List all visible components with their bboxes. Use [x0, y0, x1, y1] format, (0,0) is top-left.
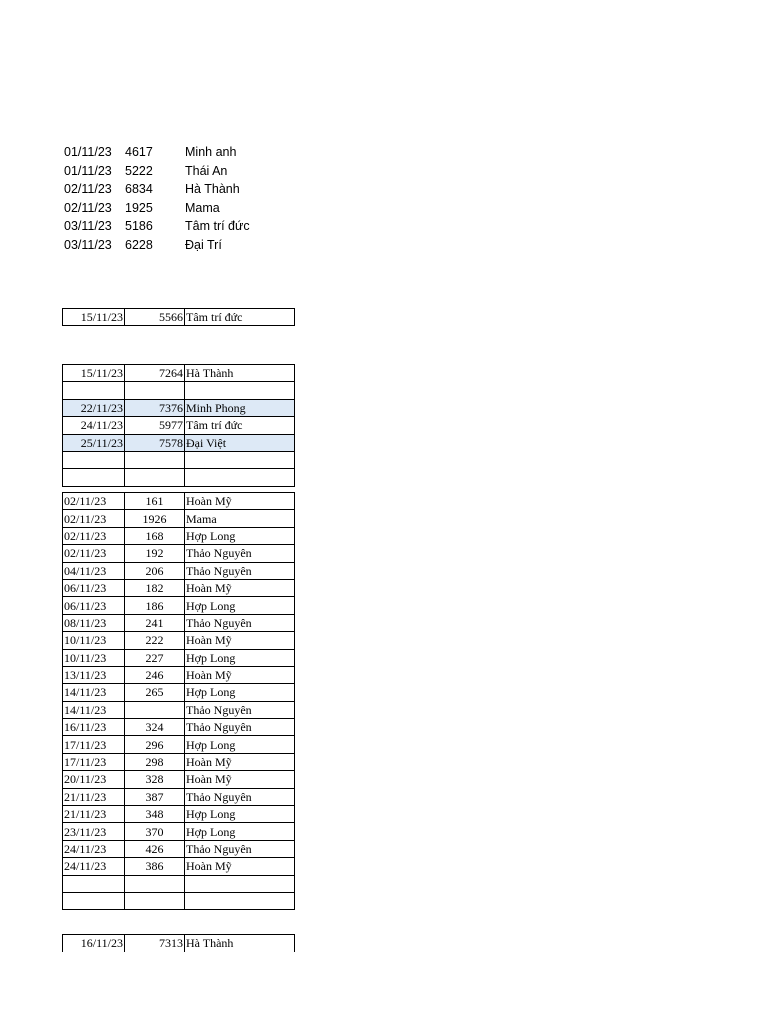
entry-table-3	[62, 492, 295, 910]
entry-number: 5222	[125, 163, 153, 178]
date-cell: 02/11/23	[63, 527, 125, 544]
name-cell	[185, 469, 295, 486]
entry-date: 03/11/23	[64, 237, 112, 252]
date-cell	[63, 451, 125, 468]
date-cell: 25/11/23	[63, 434, 125, 451]
entry-number: 6834	[125, 182, 153, 196]
table-row	[63, 935, 295, 952]
name-cell: Hoàn Mỹ	[185, 632, 295, 649]
date-cell: 15/11/23	[63, 309, 125, 326]
date-cell: 10/11/23	[63, 649, 125, 666]
table-row	[63, 365, 295, 382]
date-cell: 13/11/23	[63, 666, 125, 683]
date-cell: 04/11/23	[63, 562, 125, 579]
entry-number: 1925	[125, 200, 153, 215]
date-cell: 24/11/23	[63, 840, 125, 857]
number-cell	[125, 892, 185, 909]
table-row	[63, 736, 295, 753]
date-cell: 21/11/23	[63, 788, 125, 805]
name-cell: Hoàn Mỹ	[185, 771, 295, 788]
number-cell: 348	[125, 806, 185, 823]
date-cell	[63, 382, 125, 399]
date-cell: 14/11/23	[63, 701, 125, 718]
name-cell: Hoàn Mỹ	[185, 493, 295, 510]
name-cell: Hợp Long	[185, 649, 295, 666]
table-row	[63, 562, 295, 579]
number-cell: 324	[125, 719, 185, 736]
table-row	[63, 382, 295, 399]
number-cell: 192	[125, 545, 185, 562]
date-cell: 02/11/23	[63, 545, 125, 562]
name-cell: Hoàn Mỹ	[185, 579, 295, 596]
table-row	[63, 684, 295, 701]
entry-number: 4617	[125, 145, 153, 159]
entry-date: 02/11/23	[64, 182, 112, 196]
entry-date: 02/11/23	[64, 200, 112, 215]
number-cell: 222	[125, 632, 185, 649]
table-row	[63, 399, 295, 416]
number-cell: 7313	[125, 935, 185, 952]
list-item	[64, 162, 250, 181]
number-cell: 1926	[125, 510, 185, 527]
list-item	[64, 217, 250, 236]
number-cell: 246	[125, 666, 185, 683]
table-row	[63, 701, 295, 718]
date-cell: 17/11/23	[63, 753, 125, 770]
table-row	[63, 858, 295, 875]
entry-table-1	[62, 308, 295, 326]
name-cell: Thảo Nguyên	[185, 562, 295, 579]
date-cell: 21/11/23	[63, 806, 125, 823]
date-cell: 02/11/23	[63, 510, 125, 527]
table-row	[63, 510, 295, 527]
name-cell: Thảo Nguyên	[185, 701, 295, 718]
date-cell: 24/11/23	[63, 417, 125, 434]
table-row	[63, 666, 295, 683]
number-cell	[125, 469, 185, 486]
number-cell	[125, 701, 185, 718]
table-row	[63, 469, 295, 486]
table-row	[63, 719, 295, 736]
name-cell: Minh Phong	[185, 399, 295, 416]
name-cell: Hợp Long	[185, 684, 295, 701]
number-cell: 7376	[125, 399, 185, 416]
entry-number: 6228	[125, 237, 153, 252]
name-cell: Đại Việt	[185, 434, 295, 451]
table-row	[63, 771, 295, 788]
entry-name: Minh anh	[185, 145, 237, 159]
name-cell: Hợp Long	[185, 736, 295, 753]
entry-date: 03/11/23	[64, 219, 112, 233]
number-cell: 7578	[125, 434, 185, 451]
number-cell	[125, 451, 185, 468]
number-cell: 5977	[125, 417, 185, 434]
name-cell	[185, 451, 295, 468]
date-cell: 02/11/23	[63, 493, 125, 510]
date-cell: 06/11/23	[63, 579, 125, 596]
date-cell: 16/11/23	[63, 935, 125, 952]
name-cell	[185, 382, 295, 399]
name-cell: Hoàn Mỹ	[185, 858, 295, 875]
table-row	[63, 545, 295, 562]
table-row	[63, 753, 295, 770]
name-cell: Tâm trí đức	[185, 417, 295, 434]
date-cell: 17/11/23	[63, 736, 125, 753]
table-row	[63, 875, 295, 892]
number-cell: 370	[125, 823, 185, 840]
entry-name: Tâm trí đức	[185, 219, 250, 233]
name-cell: Thảo Nguyên	[185, 719, 295, 736]
name-cell: Thảo Nguyên	[185, 545, 295, 562]
number-cell: 426	[125, 840, 185, 857]
number-cell	[125, 875, 185, 892]
number-cell: 386	[125, 858, 185, 875]
name-cell	[185, 875, 295, 892]
number-cell: 161	[125, 493, 185, 510]
plain-entry-list	[64, 143, 250, 254]
number-cell: 298	[125, 753, 185, 770]
name-cell: Thảo Nguyên	[185, 840, 295, 857]
entry-date: 01/11/23	[64, 145, 112, 159]
table-row	[63, 632, 295, 649]
table-row	[63, 788, 295, 805]
table-row	[63, 309, 295, 326]
table-row	[63, 579, 295, 596]
name-cell	[185, 892, 295, 909]
entry-name: Đại Trí	[185, 237, 222, 252]
table-row	[63, 493, 295, 510]
date-cell	[63, 892, 125, 909]
table-row	[63, 806, 295, 823]
list-item	[64, 236, 250, 255]
entry-name: Mama	[185, 200, 220, 215]
name-cell: Mama	[185, 510, 295, 527]
table-row	[63, 417, 295, 434]
date-cell: 23/11/23	[63, 823, 125, 840]
table-row	[63, 823, 295, 840]
table-row	[63, 597, 295, 614]
entry-name: Thái An	[185, 163, 228, 178]
entry-date: 01/11/23	[64, 163, 112, 178]
number-cell: 7264	[125, 365, 185, 382]
entry-name: Hà Thành	[185, 182, 240, 196]
table-row	[63, 434, 295, 451]
date-cell	[63, 469, 125, 486]
list-item	[64, 180, 250, 199]
table-row	[63, 649, 295, 666]
date-cell	[63, 875, 125, 892]
date-cell: 10/11/23	[63, 632, 125, 649]
name-cell: Hợp Long	[185, 527, 295, 544]
list-item	[64, 143, 250, 162]
name-cell: Hợp Long	[185, 597, 295, 614]
name-cell: Hợp Long	[185, 806, 295, 823]
date-cell: 14/11/23	[63, 684, 125, 701]
number-cell: 182	[125, 579, 185, 596]
date-cell: 08/11/23	[63, 614, 125, 631]
number-cell: 5566	[125, 309, 185, 326]
number-cell: 206	[125, 562, 185, 579]
table-row	[63, 527, 295, 544]
date-cell: 06/11/23	[63, 597, 125, 614]
name-cell: Hà Thành	[185, 935, 295, 952]
table-row	[63, 892, 295, 909]
name-cell: Hoàn Mỹ	[185, 753, 295, 770]
number-cell: 328	[125, 771, 185, 788]
date-cell: 22/11/23	[63, 399, 125, 416]
number-cell: 168	[125, 527, 185, 544]
entry-table-4	[62, 934, 295, 952]
number-cell: 265	[125, 684, 185, 701]
date-cell: 20/11/23	[63, 771, 125, 788]
table-row	[63, 614, 295, 631]
number-cell: 387	[125, 788, 185, 805]
number-cell: 227	[125, 649, 185, 666]
number-cell: 241	[125, 614, 185, 631]
date-cell: 16/11/23	[63, 719, 125, 736]
table-row	[63, 451, 295, 468]
number-cell: 186	[125, 597, 185, 614]
list-item	[64, 199, 250, 218]
table-row	[63, 840, 295, 857]
date-cell: 15/11/23	[63, 365, 125, 382]
name-cell: Hà Thành	[185, 365, 295, 382]
date-cell: 24/11/23	[63, 858, 125, 875]
name-cell: Hợp Long	[185, 823, 295, 840]
name-cell: Thảo Nguyên	[185, 614, 295, 631]
number-cell: 296	[125, 736, 185, 753]
number-cell	[125, 382, 185, 399]
entry-number: 5186	[125, 219, 153, 233]
name-cell: Thảo Nguyên	[185, 788, 295, 805]
name-cell: Tâm trí đức	[185, 309, 295, 326]
name-cell: Hoàn Mỹ	[185, 666, 295, 683]
entry-table-2	[62, 364, 295, 487]
